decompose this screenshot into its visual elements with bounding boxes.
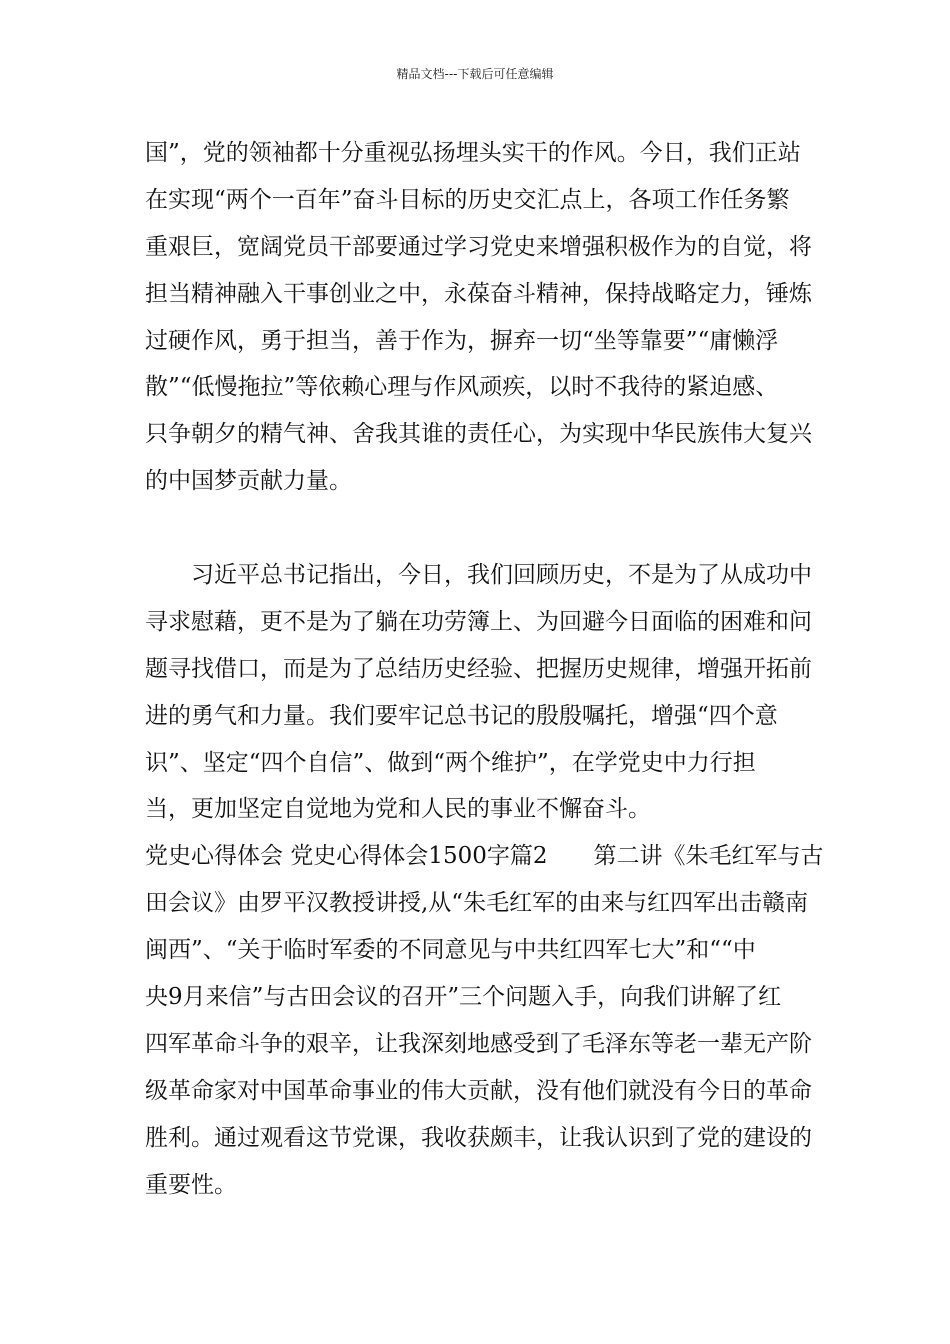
- text-line: 只争朝夕的精气神、舍我其谁的责任心，为实现中华民族伟大复兴: [145, 421, 812, 448]
- text-line: 散”“低慢拖拉”等依赖心理与作风顽疾，以时不我待的紧迫感、: [145, 374, 779, 401]
- text-line: 担当精神融入干事创业之中，永葆奋斗精神，保持战略定力，锤炼: [145, 280, 812, 307]
- text-line: 重艰巨，宽阔党员干部要通过学习党史来增强积极作为的自觉，将: [145, 233, 812, 260]
- text-line: 识”、坚定“四个自信”、做到“两个维护”，在学党史中力行担: [145, 749, 756, 776]
- text-line: 闽西”、“关于临时军委的不同意见与中共红四军七大”和““中: [145, 937, 756, 964]
- text-line: 级革命家对中国革命事业的伟大贡献，没有他们就没有今日的革命: [145, 1077, 812, 1104]
- text-line: 党史心得体会 党史心得体会1500字篇2 第二讲《朱毛红军与古: [145, 843, 824, 870]
- text-line: 题寻找借口，而是为了总结历史经验、把握历史规律，增强开拓前: [145, 655, 812, 682]
- text-line: 过硬作风，勇于担当，善于作为，摒弃一切“坐等靠要”“庸懒浮: [145, 327, 779, 354]
- text-line: 国”，党的领袖都十分重视弘扬埋头实干的作风。今日，我们正站: [145, 140, 801, 166]
- text-line: 在实现“两个一百年”奋斗目标的历史交汇点上，各项工作任务繁: [145, 186, 790, 213]
- text-line: 央9月来信”与古田会议的召开”三个问题入手，向我们讲解了红: [145, 984, 782, 1011]
- text-line: 当，更加坚定自觉地为党和人民的事业不懈奋斗。: [145, 796, 651, 823]
- text-line: 胜利。通过观看这节党课，我收获颇丰，让我认识到了党的建设的: [145, 1124, 812, 1151]
- text-line: 习近平总书记指出，今日，我们回顾历史，不是为了从成功中: [145, 562, 812, 589]
- text-line: 田会议》由罗平汉教授讲授,从“朱毛红军的由来与红四军出击赣南: [145, 890, 809, 917]
- document-body: [145, 130, 824, 1208]
- text-line: 的中国梦贡献力量。: [145, 468, 352, 495]
- text-line: 四军革命斗争的艰辛，让我深刻地感受到了毛泽东等老一辈无产阶: [145, 1030, 812, 1057]
- text-line: 进的勇气和力量。我们要牢记总书记的殷殷嘱托，增强“四个意: [145, 702, 778, 729]
- blank-line: [145, 505, 815, 552]
- text-line: 重要性。: [145, 1171, 237, 1198]
- page-header: 精品文档---下载后可任意编辑: [396, 67, 554, 81]
- text-line: 寻求慰藉，更不是为了躺在功劳簿上、为回避今日面临的困难和问: [145, 608, 812, 635]
